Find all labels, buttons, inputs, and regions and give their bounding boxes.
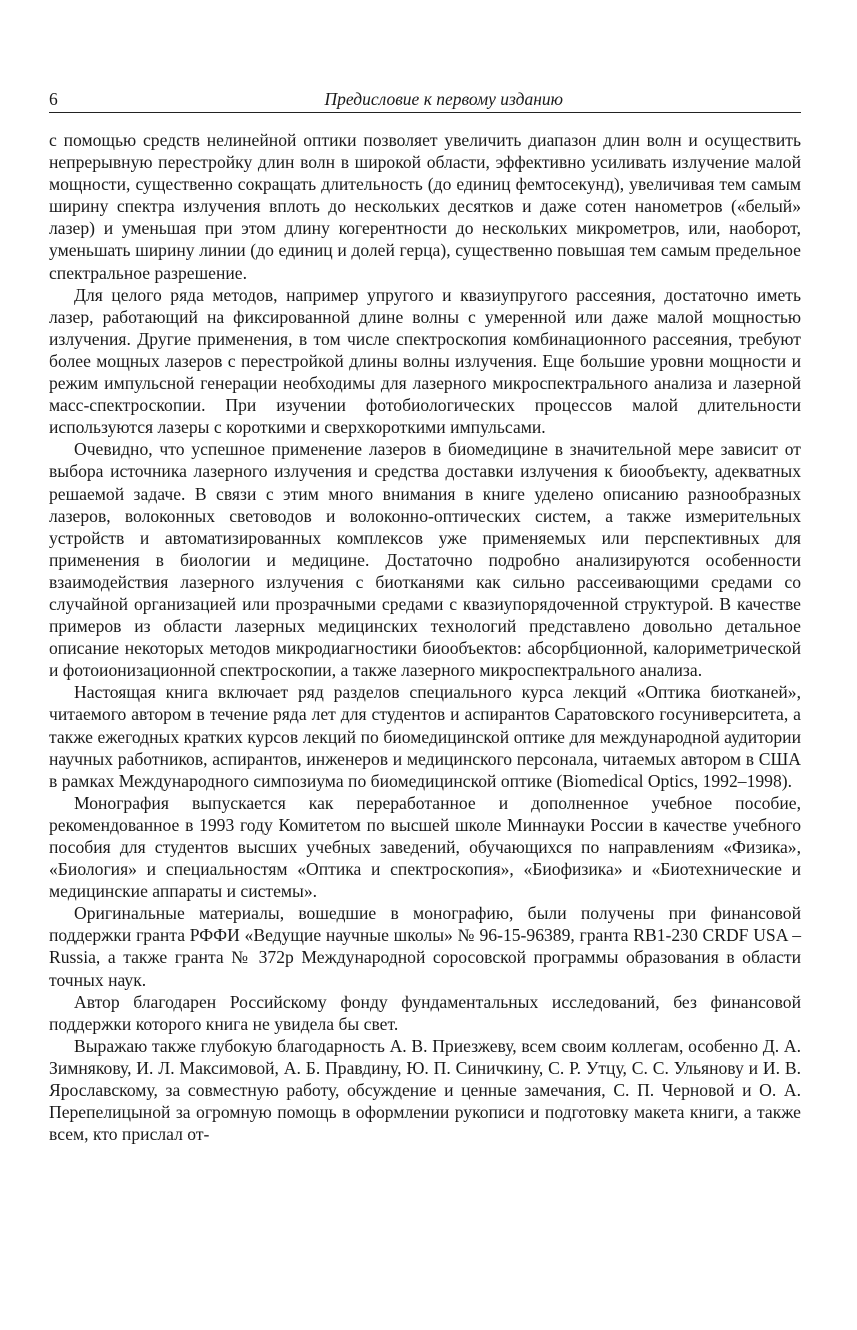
paragraph: Для целого ряда методов, например упругого и квазиупругого рассеяния, достаточно иметь лазер, работающий на фиксированной длине волны с умеренной или даже малой мощностью излучения. Другие применения, в том числе спектроскопия комбинационного рассеяния, требуют более мощных лазеров с перестройкой длины волны излучения. Еще большие уровни мощности и режим импульсной генерации необходимы для лазерного микроспектрального анализа и лазерной масс-спектроскопии. При изучении фотобиологических процессов малой длительности используются лазеры с короткими и сверхкороткими импульсами. xyxy=(49,284,801,438)
page-number: 6 xyxy=(49,89,58,109)
paragraph: Выражаю также глубокую благодарность А. В. Приезжеву, всем своим коллегам, особенно Д. А. Зимнякову, И. Л. Максимовой, А. Б. Правдину, Ю. П. Синичкину, С. Р. Утцу, С. С. Ульянову и И. В. Ярославскому, за совместную работу, обсуждение и ценные замечания, С. П. Черновой и О. А. Перепелицыной за огромную помощь в оформлении рукописи и подготовку макета книги, а также всем, кто прислал от- xyxy=(49,1035,801,1145)
page-header xyxy=(49,88,801,113)
paragraph: с помощью средств нелинейной оптики позволяет увеличить диапазон длин волн и осуществить непрерывную перестройку длин волн в широкой области, эффективно усиливать излучение малой мощности, существенно сокращать длительность (до единиц фемтосекунд), увеличивая тем самым ширину спектра излучения вплоть до нескольких десятков и даже сотен нанометров («белый» лазер) и уменьшая при этом длину когерентности до нескольких микрометров, или, наоборот, уменьшать ширину линии (до единиц и долей герца), существенно повышая тем самым предельное спектральное разрешение. xyxy=(49,130,801,283)
paragraph: Оригинальные материалы, вошедшие в монографию, были получены при финансовой поддержки гранта РФФИ «Ведущие научные школы» № 96-15-96389, гранта RB1-230 CRDF USA – Russia, а также гранта № 372р Международной соросовской программы образования в области точных наук. xyxy=(49,903,801,990)
paragraph: Монография выпускается как переработанное и дополненное учебное пособие, рекомендованное в 1993 году Комитетом по высшей школе Миннауки России в качестве учебного пособия для студентов высших учебных заведений, обучающихся по направлениям «Физика», «Биология» и специальностям «Оптика и спектроскопия», «Биофизика» и «Биотехнические и медицинские аппараты и системы». xyxy=(49,792,801,902)
body-text xyxy=(49,129,801,1145)
paragraph: Настоящая книга включает ряд разделов специального курса лекций «Оптика биотканей», читаемого автором в течение ряда лет для студентов и аспирантов Саратовского госуниверситета, а также ежегодных кратких курсов лекций по биомедицинской оптике для международной аудитории научных работников, аспирантов, инженеров и медицинского персонала, читаемых автором в США в рамках Международного симпозиума по биомедицинской оптике (Biomedical Optics, 1992–1998). xyxy=(49,682,801,791)
paragraph: Автор благодарен Российскому фонду фундаментальных исследований, без финансовой поддержки которого книга не увидела бы свет. xyxy=(49,991,801,1034)
paragraph: Очевидно, что успешное применение лазеров в биомедицине в значительной мере зависит от выбора источника лазерного излучения и средства доставки излучения к биообъекту, адекватных решаемой задаче. В связи с этим много внимания в книге уделено описанию разнообразных лазеров, волоконных световодов и волоконно-оптических систем, а также измерительных устройств и автоматизированных комплексов уже применяемых или перспективных для применения в биологии и медицине. Достаточно подробно анализируются особенности взаимодействия лазерного излучения с биотканями как сильно рассеивающими средами со случайной организацией или прозрачными средами с квазиупорядоченной структурой. В качестве примеров из области лазерных медицинских технологий представлено довольно детальное описание некоторых методов микродиагностики биообъектов: абсорбционной, калориметрической и фотоионизационной спектроскопии, а также лазерного микроспектрального анализа. xyxy=(49,439,801,681)
running-title: Предисловие к первому изданию xyxy=(324,89,563,109)
